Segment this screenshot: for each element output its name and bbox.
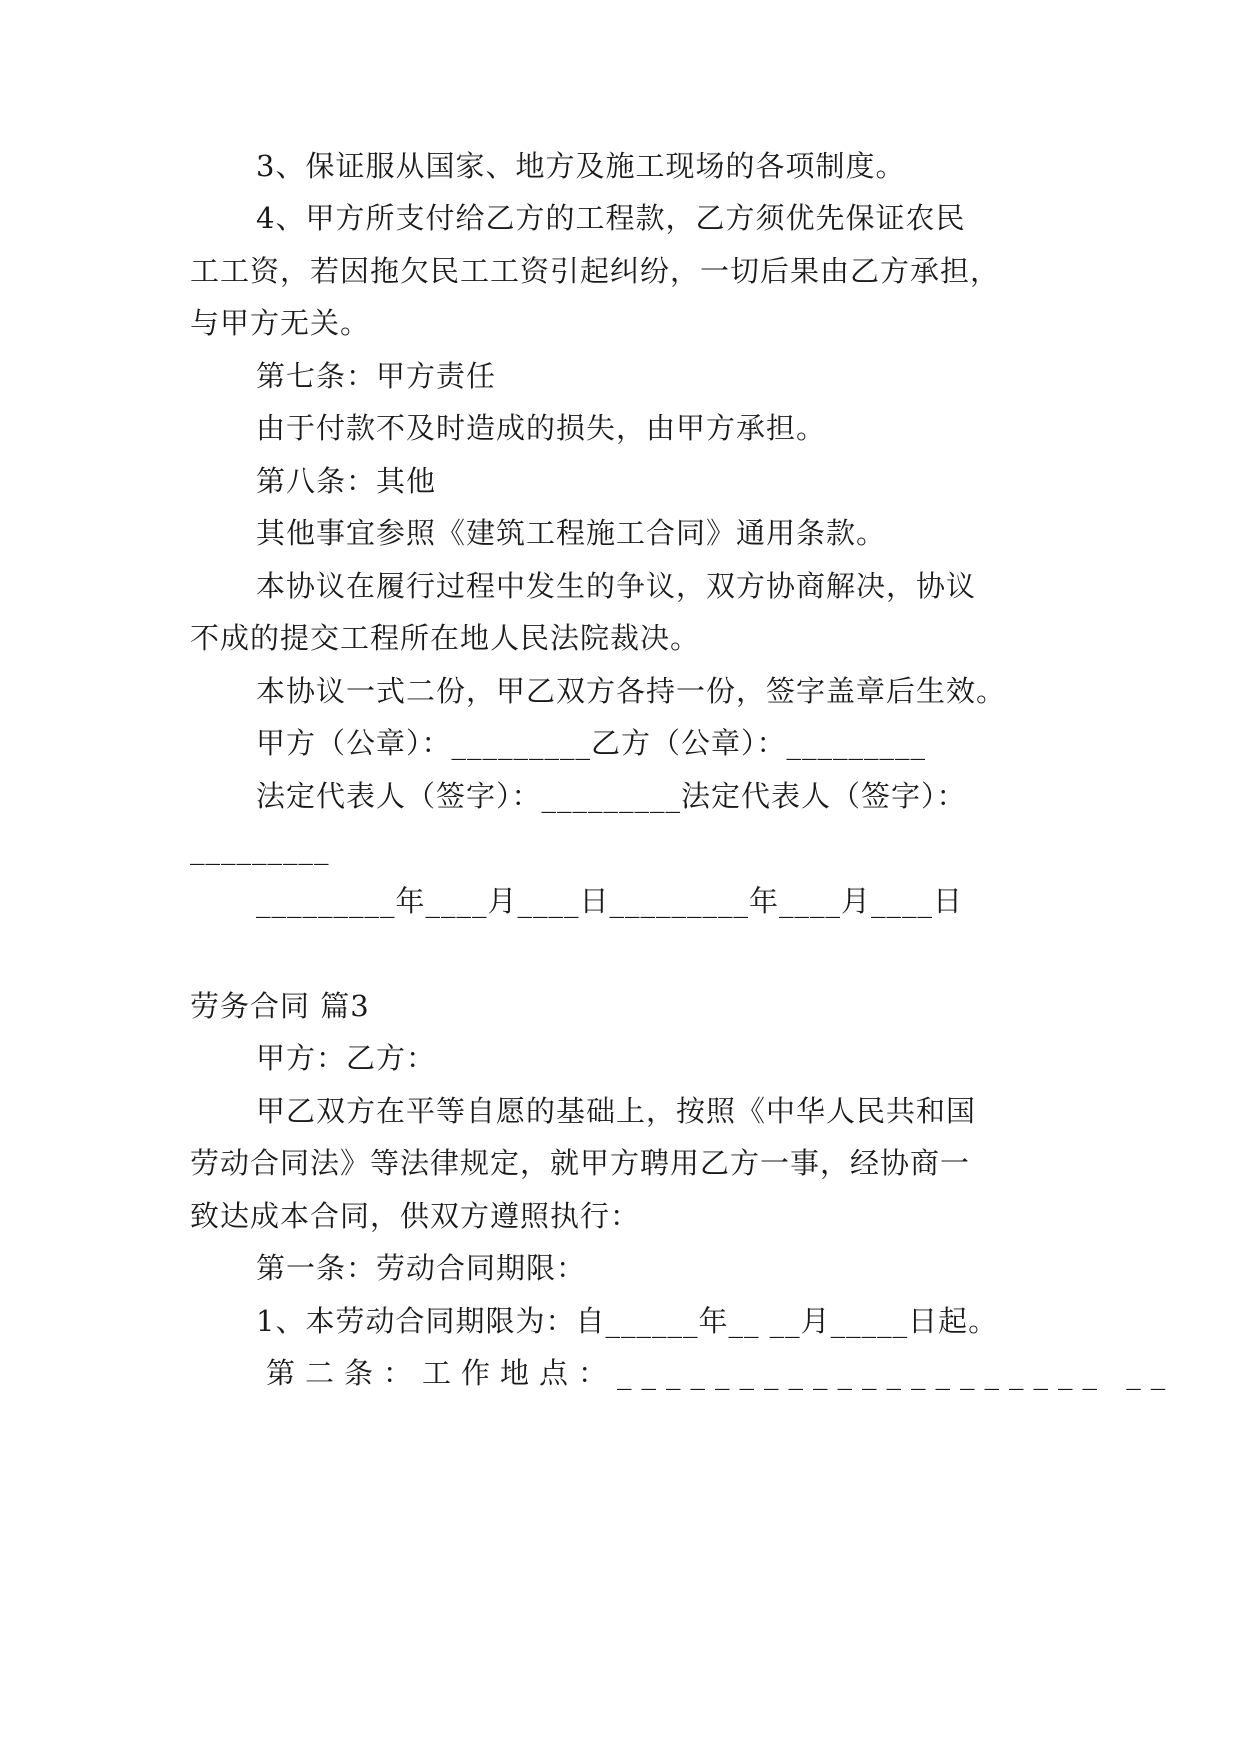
article-7-text: 由于付款不及时造成的损失，由甲方承担。 — [256, 411, 827, 445]
preamble-cont-1: 劳动合同法》等法律规定，就甲方聘用乙方一事，经协商一 — [190, 1146, 971, 1180]
dispute-clause-cont: 不成的提交工程所在地人民法院裁决。 — [190, 621, 701, 655]
copies-clause: 本协议一式二份，甲乙双方各持一份，签字盖章后生效。 — [256, 674, 1007, 708]
article-7-heading: 第七条：甲方责任 — [256, 359, 497, 393]
preamble: 甲乙双方在平等自愿的基础上，按照《中华人民共和国 — [256, 1094, 977, 1128]
clause-item-3: 3、保证服从国家、地方及施工现场的各项制度。 — [256, 149, 906, 183]
article-8-heading: 第八条：其他 — [256, 464, 437, 498]
clause-item-4-cont-1: 工工资，若因拖欠民工工资引起纠纷，一切后果由乙方承担， — [190, 254, 1001, 288]
signature-date-line: _________年____月____日_________年____月____日 — [256, 884, 964, 918]
signature-representative-line: 法定代表人（签字）：_________法定代表人（签字）： — [256, 779, 967, 813]
article-1-heading: 第一条：劳动合同期限： — [256, 1251, 587, 1285]
article-2-heading: 第二条：工作地点：____________________ __ — [266, 1356, 1176, 1390]
parties-line: 甲方：乙方： — [256, 1041, 437, 1075]
clause-item-4: 4、甲方所支付给乙方的工程款，乙方须优先保证农民 — [256, 201, 966, 235]
section-title: 劳务合同 篇3 — [190, 989, 370, 1023]
clause-item-4-cont-2: 与甲方无关。 — [190, 306, 371, 340]
dispute-clause: 本协议在履行过程中发生的争议，双方协商解决，协议 — [256, 569, 977, 603]
signature-representative-blank: _________ — [190, 831, 330, 865]
signature-seal-line: 甲方（公章）：_________乙方（公章）：_________ — [256, 726, 927, 760]
preamble-cont-2: 致达成本合同，供双方遵照执行： — [190, 1199, 641, 1233]
article-8-text: 其他事宜参照《建筑工程施工合同》通用条款。 — [256, 516, 887, 550]
article-1-item-1: 1、本劳动合同期限为：自______年__ __月_____日起。 — [256, 1304, 999, 1338]
